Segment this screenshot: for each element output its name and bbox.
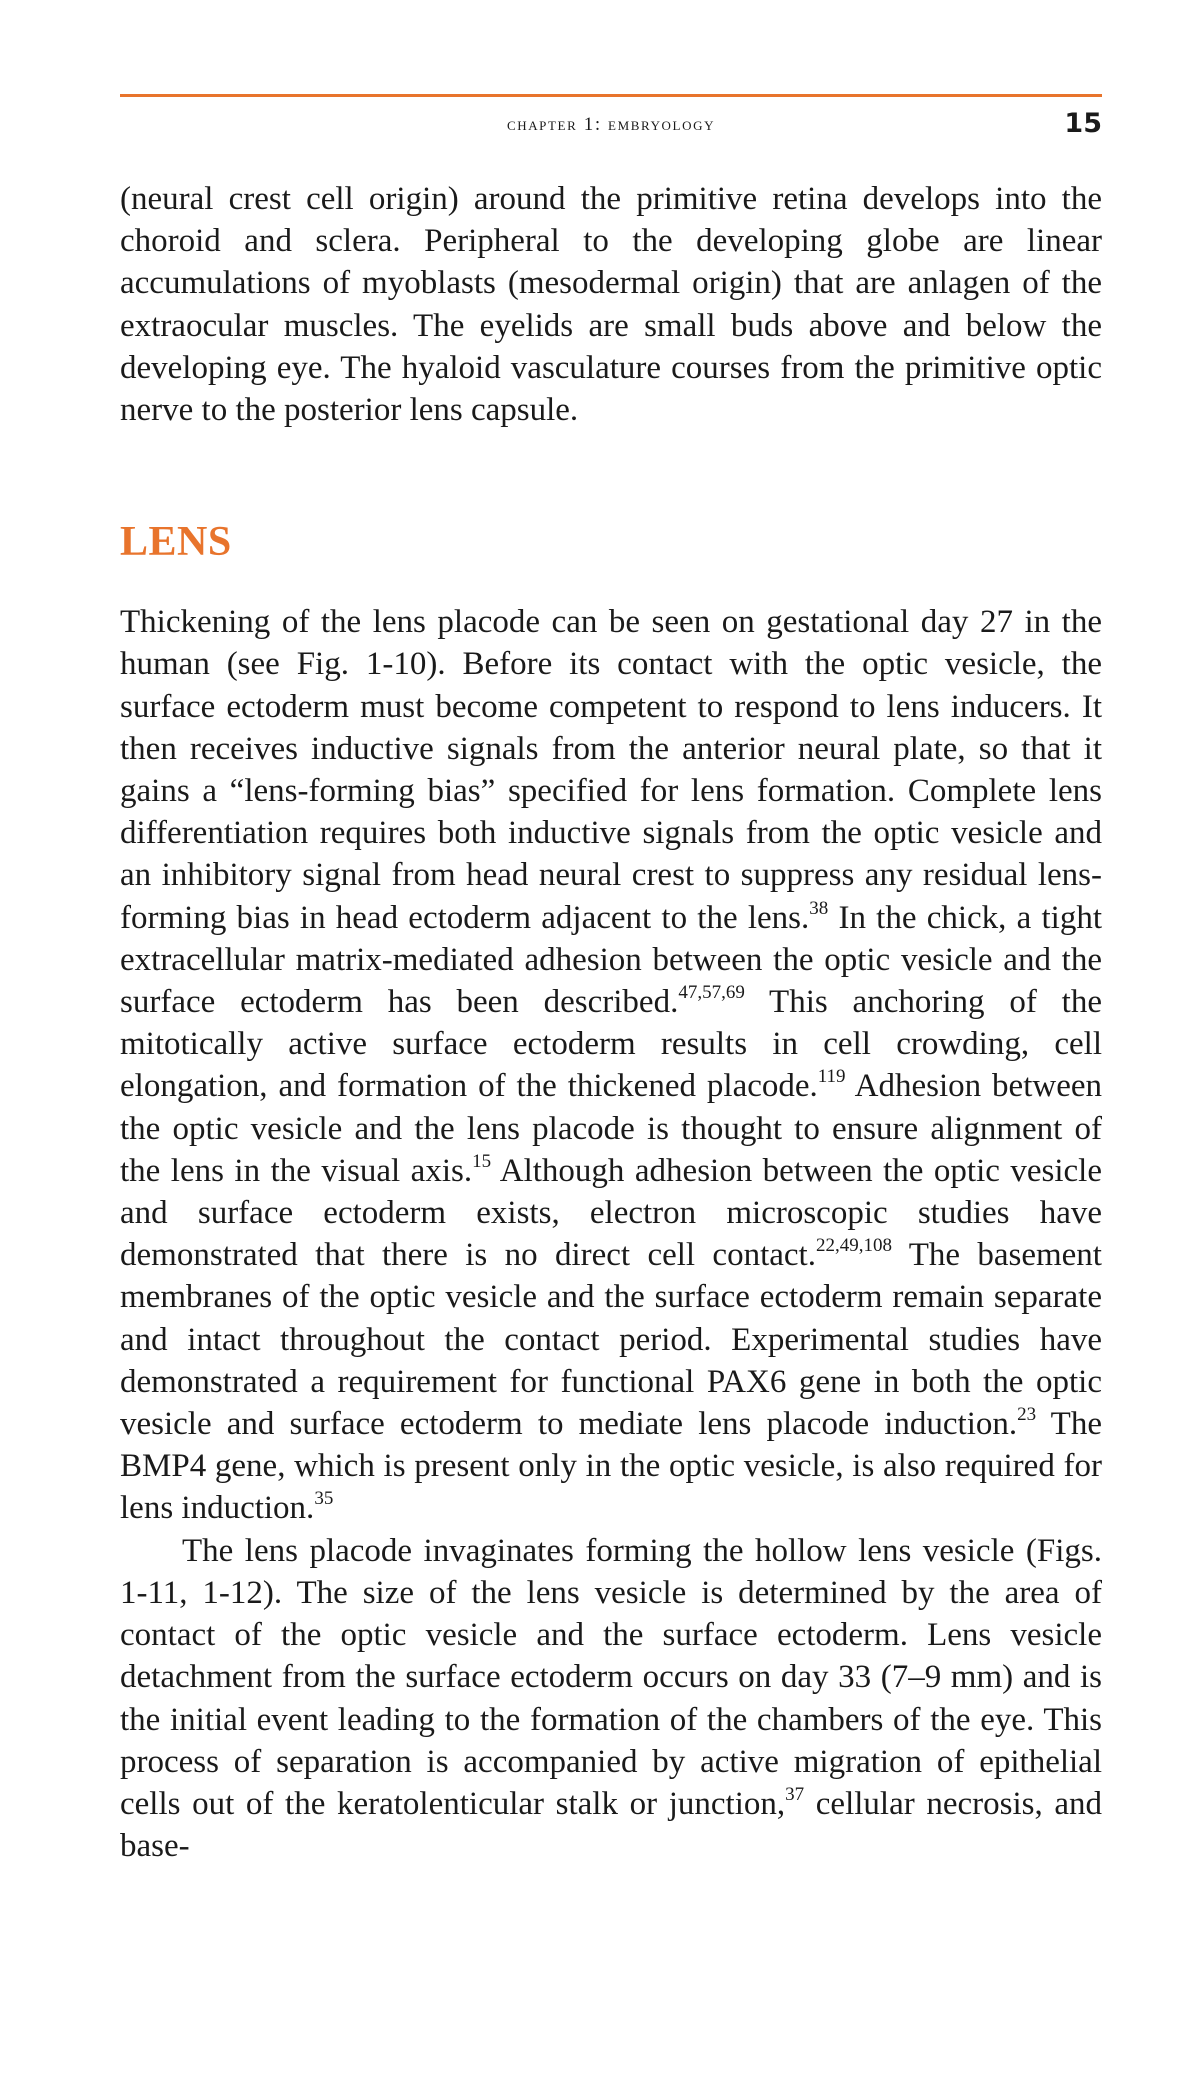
intro-paragraph: (neural crest cell origin) around the primitive retina develops into the choroid and sclera. Peripheral to the developing globe are linear accumulations of myoblasts (mesodermal origin) that are anlagen of the extraocular muscles. The eyelids are small buds above and below the developing eye. The hyaloid vasculature courses from the primitive optic nerve to the posterior lens capsule. xyxy=(120,181,1102,429)
citation-ref: 47,57,69 xyxy=(678,982,745,1004)
text-span: The basement membranes of the optic vesicle and the surface ectoderm remain separate and intact throughout the contact period. Experimental studies have demonstrated a requirement for functional PAX6 gene in both the optic vesicle and surface ectoderm to mediate lens placode induction. xyxy=(120,1237,1102,1443)
text-span: The lens placode invaginates forming the hollow lens vesicle (Figs. 1-11, 1-12). The size of the lens vesicle is determined by the area of contact of the optic vesicle and the surface ectoderm. Lens vesicle detachment from the surface ectoderm occurs on day 33 (7–9 mm) and is the initial event leading to the formation of the chambers of the eye. This process of separation is accompanied by active migration of epithelial cells out of the keratolenticular stalk or junction, xyxy=(120,1532,1102,1822)
header-rule xyxy=(120,94,1102,97)
page-number: 15 xyxy=(1064,108,1102,139)
text-span: The BMP4 gene, which is present only in the optic vesicle, is also required for lens induction. xyxy=(120,1406,1102,1527)
chapter-title: chapter 1: embryology xyxy=(506,114,716,135)
citation-ref: 22,49,108 xyxy=(815,1235,892,1257)
citation-ref: 119 xyxy=(817,1066,846,1088)
text-span: In the chick, a tight extracellular matrix-mediated adhesion between the optic vesicle and the surface ectoderm has been described. xyxy=(120,899,1102,1021)
citation-ref: 37 xyxy=(785,1783,805,1805)
text-span: Thickening of the lens placode can be seen on gestational day 27 in the human (see Fig. 1-10). Before its contact with the optic vesicle, the surface ectoderm must become competent to respond to lens inducers. It then receives inductive signals from the anterior neural plate, so that it gains a “lens-forming bias” specified for lens formation. Complete lens differentiation requires both inductive signals from the optic vesicle and an inhibitory signal from head neural crest to suppress any residual lens-forming bias in head ectoderm adjacent to the lens. xyxy=(120,604,1102,936)
text-span: Adhesion between the optic vesicle and the lens placode is thought to ensure alignment of the lens in the visual axis. xyxy=(120,1068,1102,1189)
citation-ref: 23 xyxy=(1017,1404,1037,1426)
lens-paragraph-2 xyxy=(120,1530,1102,1868)
text-span: This anchoring of the mitotically active surface ectoderm results in cell crowding, cell elongation, and formation of the thickened placode. xyxy=(120,984,1102,1105)
citation-ref: 38 xyxy=(809,897,829,919)
running-head xyxy=(120,108,1102,142)
citation-ref: 15 xyxy=(472,1150,492,1172)
text-span: cellular necrosis, and base- xyxy=(120,1785,1102,1865)
lens-paragraph-1 xyxy=(120,601,1102,1529)
page-body xyxy=(120,178,1102,1867)
citation-ref: 35 xyxy=(314,1488,334,1510)
text-span: Although adhesion between the optic vesicle and surface ectoderm exists, electron microscopic studies have demonstrated that there is no direct cell contact. xyxy=(120,1152,1102,1274)
section-heading-lens: LENS xyxy=(120,519,232,566)
